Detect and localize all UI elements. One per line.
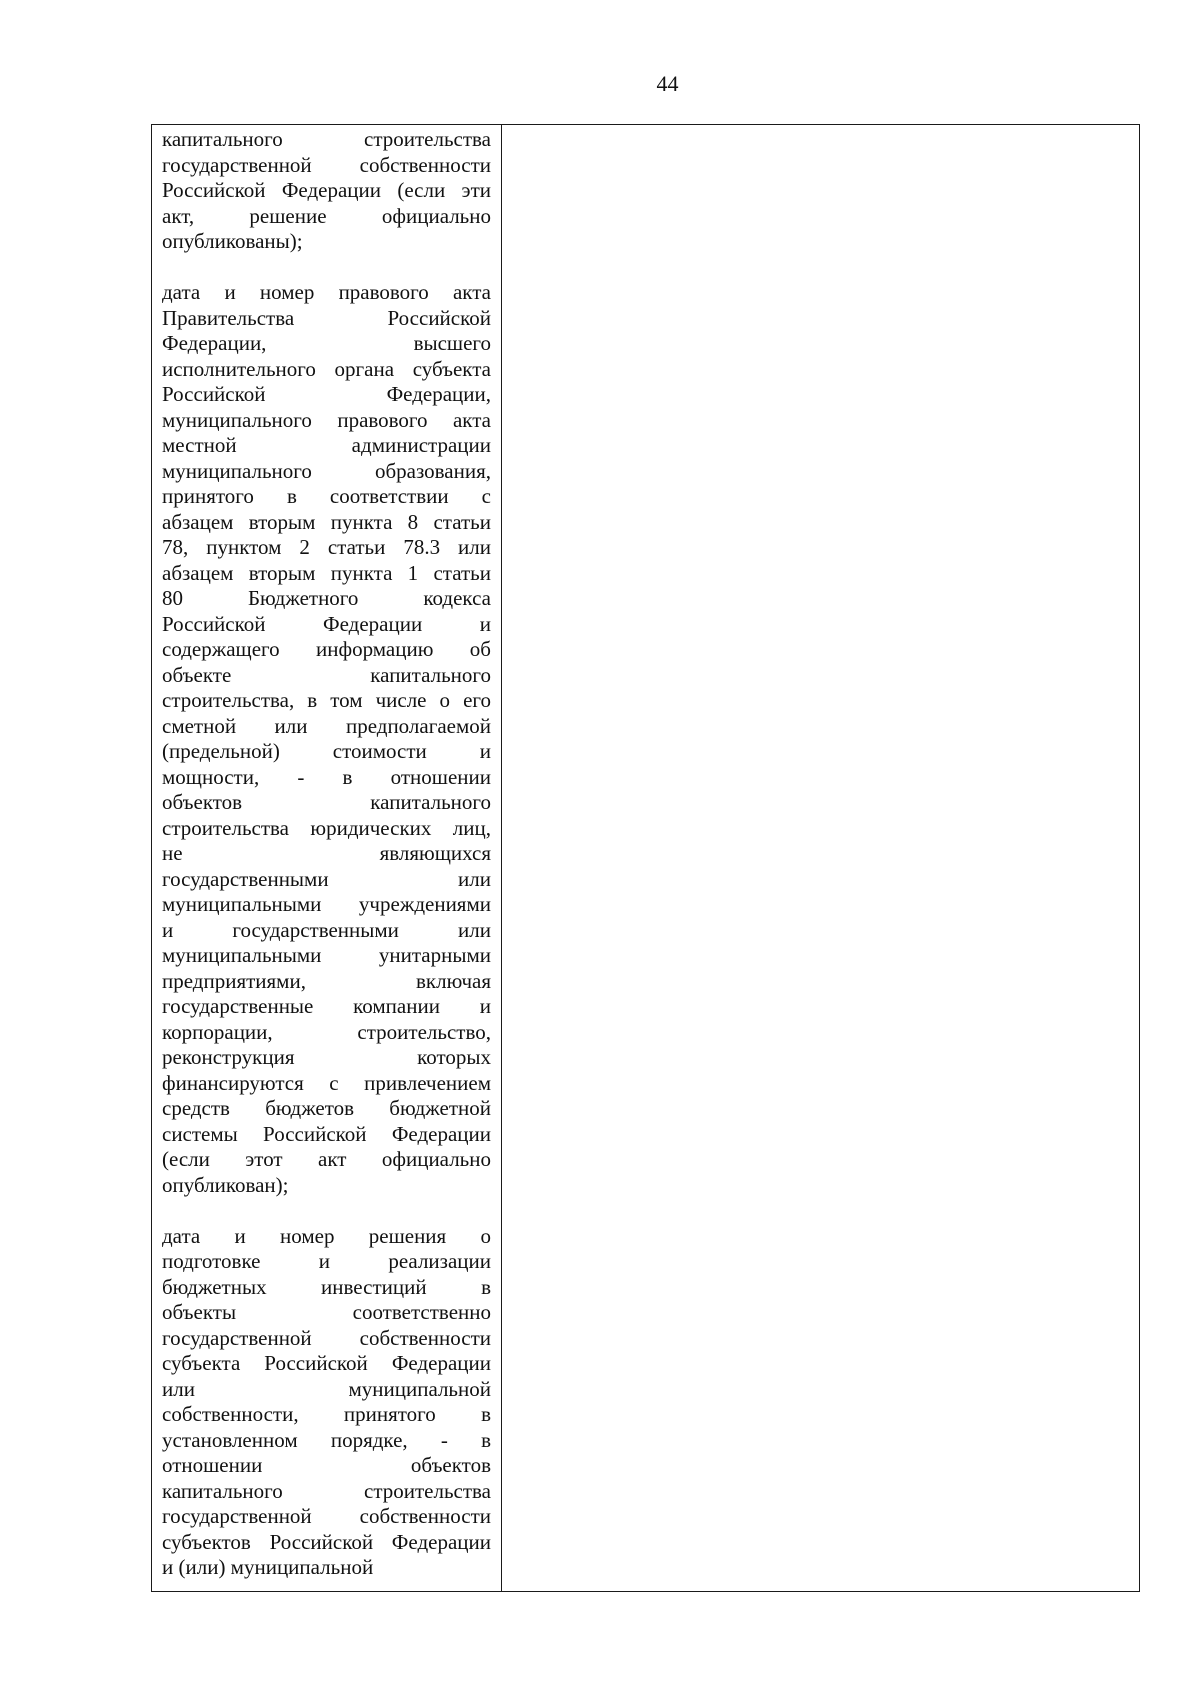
- page-number: 44: [656, 71, 679, 96]
- text-line: (если этот акт официально: [162, 1147, 491, 1171]
- text-line: Российской Федерации (если эти: [162, 178, 491, 202]
- text-line: предприятиями, включая: [162, 968, 491, 993]
- text-line: абзацем вторым пункта 1 статьи: [162, 560, 491, 585]
- text-line: реконструкция которых: [162, 1045, 491, 1069]
- text-line: государственной собственности: [162, 152, 491, 177]
- text-line: установленном порядке, - в: [162, 1427, 491, 1452]
- text-line: содержащего информацию об: [162, 637, 491, 661]
- text-line: строительства юридических лиц,: [162, 815, 491, 840]
- text-line: (предельной) стоимости и: [162, 739, 491, 763]
- text-line: местной администрации: [162, 433, 491, 457]
- text-line: системы Российской Федерации: [162, 1121, 491, 1146]
- text-line: корпорации, строительство,: [162, 1019, 491, 1044]
- paragraph: [162, 280, 491, 1198]
- text-line: строительства, в том числе о его: [162, 688, 491, 712]
- text-line: опубликованы);: [162, 229, 303, 253]
- paragraph: [162, 127, 491, 255]
- text-line: муниципального правового акта: [162, 407, 491, 432]
- text-line: финансируются с привлечением: [162, 1070, 491, 1095]
- text-line: субъекта Российской Федерации: [162, 1351, 491, 1375]
- text-line: или муниципальной: [162, 1376, 491, 1401]
- text-line: сметной или предполагаемой: [162, 713, 491, 738]
- table-cell-left: [152, 125, 502, 1591]
- text-line: отношении объектов: [162, 1453, 491, 1477]
- text-line: дата и номер правового акта: [162, 280, 491, 304]
- text-line: субъектов Российской Федерации: [162, 1529, 491, 1554]
- text-line: объекты соответственно: [162, 1300, 491, 1324]
- text-line: объектов капитального: [162, 790, 491, 814]
- text-line: государственными или: [162, 866, 491, 891]
- text-line: муниципальными унитарными: [162, 943, 491, 967]
- text-line: дата и номер решения о: [162, 1223, 491, 1248]
- text-line: и (или) муниципальной: [162, 1555, 374, 1579]
- text-line: объекте капитального: [162, 662, 491, 687]
- paragraph: [162, 1224, 491, 1581]
- text-line: Российской Федерации и: [162, 611, 491, 636]
- text-line: подготовке и реализации: [162, 1249, 491, 1273]
- text-line: и государственными или: [162, 917, 491, 942]
- document-table: [151, 124, 1140, 1592]
- text-line: муниципальными учреждениями: [162, 892, 491, 916]
- text-line: государственные компании и: [162, 994, 491, 1018]
- text-line: государственной собственности: [162, 1504, 491, 1528]
- table-cell-right: [502, 125, 1139, 1591]
- text-line: средств бюджетов бюджетной: [162, 1096, 491, 1120]
- text-line: бюджетных инвестиций в: [162, 1274, 491, 1299]
- text-line: Правительства Российской: [162, 305, 491, 330]
- text-line: опубликован);: [162, 1172, 289, 1197]
- text-line: 78, пунктом 2 статьи 78.3 или: [162, 535, 491, 559]
- text-line: Федерации, высшего: [162, 331, 491, 355]
- text-line: абзацем вторым пункта 8 статьи: [162, 509, 491, 534]
- text-line: 80 Бюджетного кодекса: [162, 586, 491, 610]
- text-line: исполнительного органа субъекта: [162, 356, 491, 381]
- text-line: собственности, принятого в: [162, 1402, 491, 1426]
- text-line: не являющихся: [162, 841, 491, 865]
- text-line: государственной собственности: [162, 1325, 491, 1350]
- text-line: мощности, - в отношении: [162, 764, 491, 789]
- text-line: капитального строительства: [162, 127, 491, 151]
- text-line: муниципального образования,: [162, 458, 491, 483]
- text-line: акт, решение официально: [162, 203, 491, 228]
- text-line: принятого в соответствии с: [162, 484, 491, 508]
- text-line: Российской Федерации,: [162, 382, 491, 406]
- text-line: капитального строительства: [162, 1478, 491, 1503]
